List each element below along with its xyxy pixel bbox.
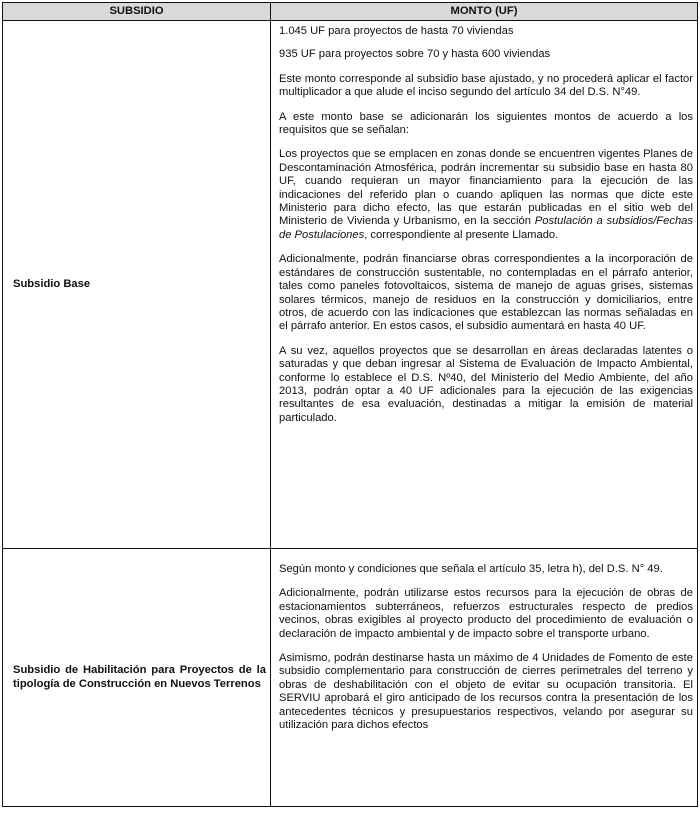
- header-monto: MONTO (UF): [271, 3, 698, 21]
- subsidy-table: [2, 2, 698, 807]
- subsidio-base-monto-cell: [271, 21, 698, 549]
- monto-paragraph-adicionales: A este monto base se adicionarán los siguientes montos de acuerdo a los requisitos que se señalan:: [279, 110, 693, 137]
- table-row-subsidio-base: [3, 21, 698, 549]
- habilitacion-paragraph-obras: Adicionalmente, podrán utilizarse estos recursos para la ejecución de obras de estacionamientos subterráneos, refuerzos estructurales respecto de predios vecinos, obras exigibles al proyecto producto del procedimiento de evaluación o declaración de impacto ambiental y de impacto sobre el transporte urbano.: [279, 587, 693, 640]
- monto-paragraph-descontaminacion: [279, 148, 693, 242]
- subsidio-base-label-cell: [3, 21, 271, 549]
- plan-text-before: Los proyectos que se emplacen en zonas donde se encuentren vigentes Planes de Descontaminación Atmosférica, podrán incrementar su subsidio base en hasta 80 UF, cuando requieran un mayor financiamiento para la ejecución de las indicaciones del referido plan o cuando apliquen las normas que dicte este Ministerio para dicho efecto, las que estarán publicadas en el sitio web del Ministerio de Vivienda y Urbanismo, en la sección: [279, 148, 693, 228]
- subsidio-habilitacion-monto-cell: [271, 549, 698, 807]
- plan-section-name: Postulación a subsidios/Fechas de Postulaciones: [279, 215, 693, 241]
- subsidio-habilitacion-label: Subsidio de Habilitación para Proyectos de la tipología de Construcción en Nuevos Terrenos: [13, 664, 266, 690]
- habilitacion-paragraph-articulo: Según monto y condiciones que señala el artículo 35, letra h), del D.S. N° 49.: [279, 563, 663, 575]
- monto-paragraph-ajustado: Este monto corresponde al subsidio base ajustado, y no procederá aplicar el factor multiplicador a que alude el inciso segundo del artículo 34 del D.S. N°49.: [279, 72, 693, 99]
- subsidio-base-label: Subsidio Base: [13, 277, 91, 290]
- table-header-row: [3, 3, 698, 21]
- habilitacion-paragraph-cierres: Asimismo, podrán destinarse hasta un máximo de 4 Unidades de Fomento de este subsidio complementario para construcción de cierres perimetrales del terreno y obras de deshabilitación con el objeto de evitar su ocupación transitoria. El SERVIU aprobará el giro anticipado de los recursos contra la presentación de los antecedentes técnicos y presupuestarios respectivos, velando por asegurar su utilización para dichos efectos: [279, 652, 693, 732]
- header-subsidio: SUBSIDIO: [3, 3, 271, 21]
- subsidio-habilitacion-label-cell: [3, 549, 271, 807]
- monto-paragraph-areas-saturadas: A su vez, aquellos proyectos que se desarrollan en áreas declaradas latentes o saturadas y que deban ingresar al Sistema de Evaluación de Impacto Ambiental, conforme lo establece el D.S. Nº40, del Ministerio del Medio Ambiente, del año 2013, podrán optar a 40 UF adicionales para la ejecución de las exigencias resultantes de esa evaluación, destinadas a mitigar la emisión de material particulado.: [279, 344, 693, 424]
- monto-paragraph-600: 935 UF para proyectos sobre 70 y hasta 600 viviendas: [279, 48, 551, 61]
- monto-paragraph-sustentable: Adicionalmente, podrán financiarse obras correspondientes a la incorporación de estándares de construcción sustentable, no contempladas en el párrafo anterior, tales como paneles fotovoltaicos, sistema de manejo de aguas grises, sistemas solares térmicos, manejo de residuos en la construcción y domiciliarios, entre otros, de acuerdo con las indicaciones que establezcan las normas señaladas en el párrafo anterior. En estos casos, el subsidio aumentará en hasta 40 UF.: [279, 253, 693, 333]
- monto-paragraph-70: 1.045 UF para proyectos de hasta 70 viviendas: [279, 25, 514, 37]
- table-row-subsidio-habilitacion: [3, 549, 698, 807]
- plan-text-after: , correspondiente al presente Llamado.: [364, 228, 559, 241]
